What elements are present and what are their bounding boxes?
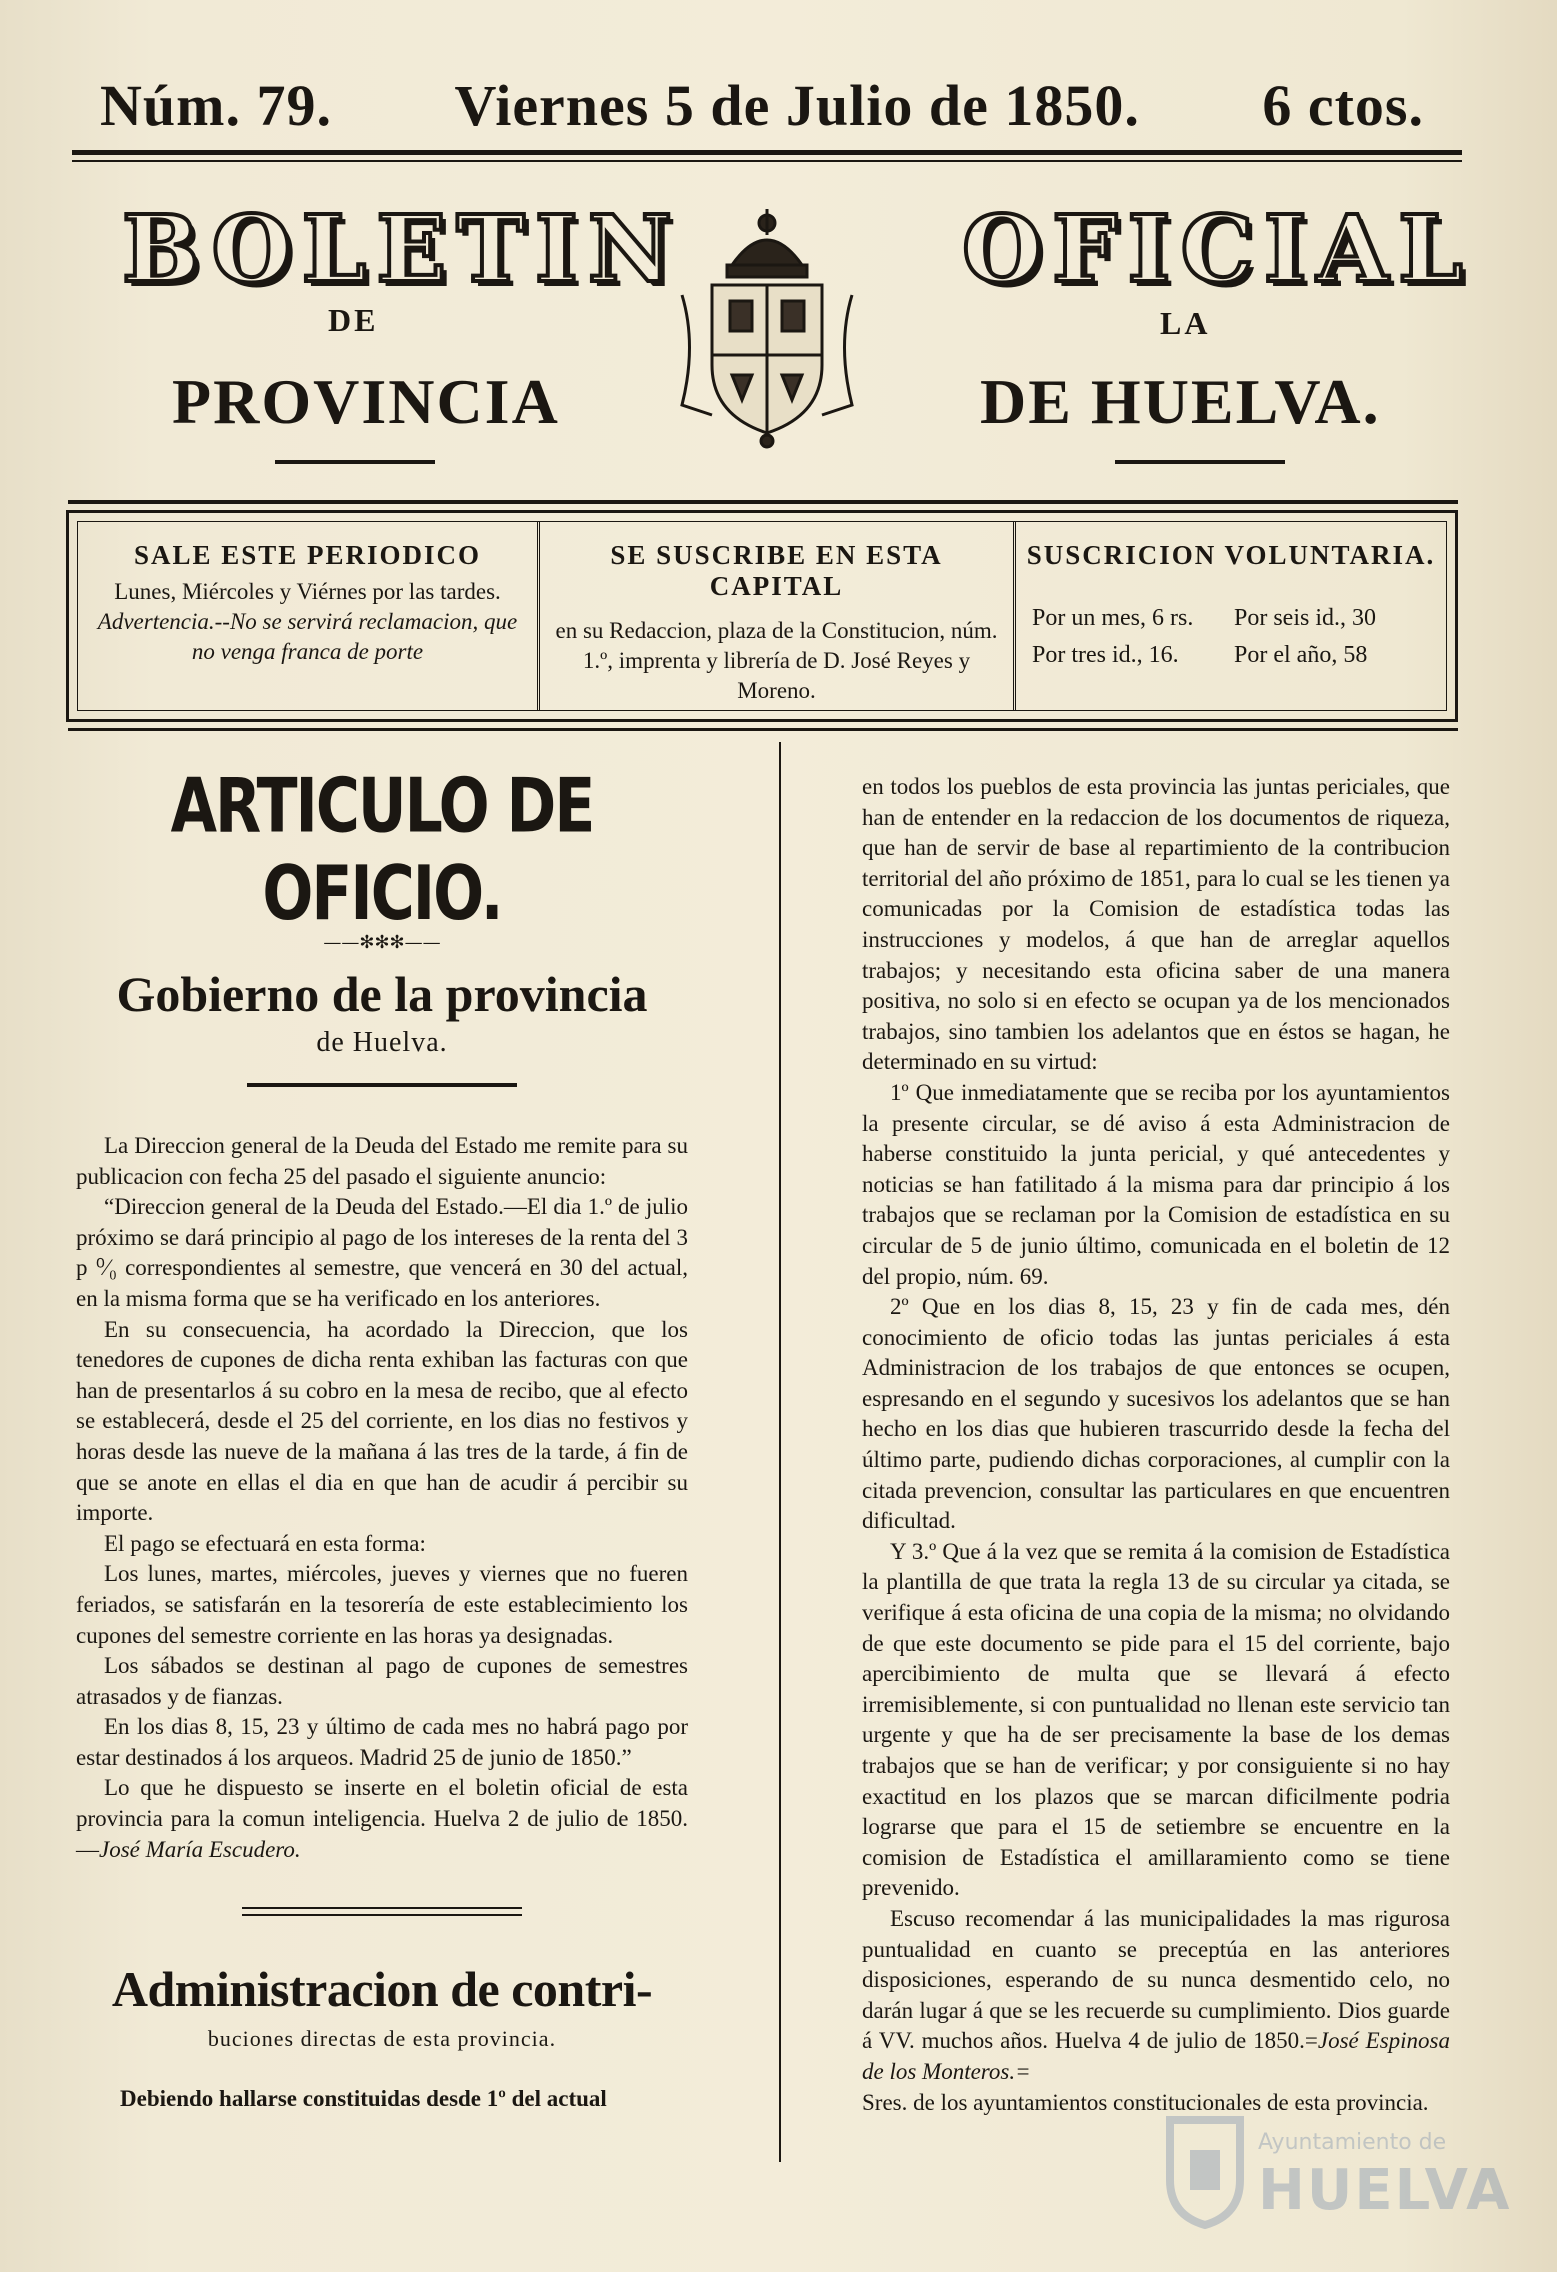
government-subtitle: de Huelva. bbox=[316, 1027, 448, 1058]
issue-date: Viernes 5 de Julio de 1850. bbox=[454, 73, 1140, 138]
masthead-rule-thin bbox=[72, 160, 1462, 162]
paragraph-with-signature bbox=[862, 1904, 1450, 2088]
paragraph: En los dias 8, 15, 23 y último de cada mes no habrá pago por estar destinados á los arqueos. Madrid 25 de junio de 1850.” bbox=[76, 1714, 688, 1770]
info-publication bbox=[78, 522, 540, 710]
issue-price: 6 ctos. bbox=[1262, 73, 1424, 138]
ornament: ——✻✻✻—— bbox=[323, 932, 441, 953]
price-year: Por el año, 58 bbox=[1234, 642, 1368, 668]
publication-head: SALE ESTE PERIODICO bbox=[133, 540, 482, 570]
title-rule-left bbox=[275, 460, 435, 464]
deuda-article bbox=[76, 1131, 688, 1865]
paragraph: “Direccion general de la Deuda del Estado.—El dia 1.º de julio próximo se dará principio al pago de los intereses de la renta del 3 p ⁰⁄₀ correspondientes al semestre, que vencerá en 30 del actual, en la misma forma que se ha verificado en los anteriores. bbox=[76, 1194, 688, 1311]
title-de: DE bbox=[328, 302, 379, 338]
price-month: Por un mes, 6 rs. bbox=[1032, 605, 1194, 631]
coat-of-arms-icon bbox=[672, 205, 862, 455]
paragraph: Y 3.º Que á la vez que se remita á la comision de Estadística la plantilla de que trata la regla 13 de su circular ya citada, se verifique á esta oficina de una copia de la misma; no olvidando de que este documento se pide para el 15 del corriente, bajo apercibimiento de multa que se llevará á efecto irremisiblemente, si con puntualidad no llenan este servicio tan urgente y que ha de ser precisamente la base de los demas trabajos que se han de verificar; y por consiguiente si no hay exactitud en los plazos que se marcan dificilmente podria lograrse que para el 15 de setiembre se encuentre en la comision de Estadística el amillaramiento como se tiene prevenido. bbox=[862, 1538, 1450, 1901]
title-provincia: PROVINCIA bbox=[172, 366, 560, 437]
paragraph: El pago se efectuará en esta forma: bbox=[104, 1530, 426, 1556]
publication-days: Lunes, Miércoles y Viérnes por las tardes. bbox=[114, 579, 501, 604]
signature: José Espinosa de los Monteros.= bbox=[862, 2028, 1450, 2084]
paragraph: en todos los pueblos de esta provincia las juntas periciales, que han de entender en la redaccion de los documentos de riqueza, que han de servir de base al repartimiento de la contribucion territorial del año próximo de 1851, para lo cual se les tienen ya comunicadas por la Comision de estadística todas las instrucciones y modelos, á que han de arreglar aquellos trabajos; y necesitando esta oficina saber de una manera positiva, no solo si en efecto se ocupan ya de los mencionados trabajos, sino tambien los adelantos que en éstos se hagan, he determinado en su virtud: bbox=[862, 774, 1450, 1075]
paragraph: Lo que he dispuesto se inserte en el boletin oficial de esta provincia para la comun inteligencia. Huelva 2 de julio de 1850.— bbox=[76, 1775, 688, 1862]
title-la: LA bbox=[1160, 305, 1211, 341]
administration-title: Administracion de contri- bbox=[111, 1961, 653, 2018]
paragraph: Escuso recomendar á las municipalidades la mas rigurosa puntualidad en cuanto se preceptúa en las anteriores disposiciones, esperando de su nunca desmentido celo, no darán lugar á que se les recuerde su cumplimiento. Dios guarde á VV. muchos años. Huelva 4 de julio de 1850.= bbox=[862, 1905, 1450, 2054]
box-top-rule bbox=[68, 500, 1458, 504]
masthead-rule bbox=[72, 150, 1462, 155]
title-rule-right bbox=[1115, 460, 1285, 464]
section-rule bbox=[247, 1083, 517, 1087]
column-divider bbox=[779, 742, 781, 2162]
paragraph: En su consecuencia, ha acordado la Direccion, que los tenedores de cupones de dicha renta exhiban las facturas con que han de presentarlos á su cobro en la mesa de recibo, que al efecto se establecerá, desde el 25 del corriente, en los dias no festivos y horas desde las nueve de la mañana á las tres de la tarde, á fin de que se anote en ellas el dia en que han de acudir á percibir su importe. bbox=[76, 1316, 688, 1526]
watermark-line2: HUELVA bbox=[1258, 2158, 1512, 2223]
right-column bbox=[862, 772, 1450, 2118]
title-de-huelva: DE HUELVA. bbox=[980, 366, 1381, 437]
paragraph-with-signature bbox=[76, 1773, 688, 1865]
archive-watermark bbox=[1160, 2100, 1512, 2240]
signature: José María Escudero. bbox=[99, 1836, 301, 1862]
article-separator bbox=[242, 1907, 522, 1916]
paragraph: La Direccion general de la Deuda del Estado me remite para su publicacion con fecha 25 del pasado el siguiente anuncio: bbox=[76, 1133, 688, 1189]
left-column bbox=[76, 752, 688, 2112]
publication-advertencia: Advertencia.--No se servirá reclamacion, que no venga franca de porte bbox=[97, 609, 518, 664]
prices-head: SUSCRICION VOLUNTARIA. bbox=[1026, 540, 1436, 570]
subscribe-head: SE SUSCRIBE EN ESTA CAPITAL bbox=[610, 540, 943, 601]
price-three-months: Por tres id., 16. bbox=[1032, 642, 1179, 668]
title-word-boletin: BOLETIN bbox=[122, 195, 683, 303]
info-subscribe bbox=[540, 522, 1016, 710]
info-prices bbox=[1016, 522, 1446, 710]
government-title: Gobierno de la provincia bbox=[116, 966, 648, 1022]
price-six-months: Por seis id., 30 bbox=[1234, 605, 1377, 631]
title-word-oficial: OFICIAL bbox=[962, 195, 1473, 303]
issue-number: Núm. 79. bbox=[100, 73, 332, 138]
paragraph: 1º Que inmediatamente que se reciba por los ayuntamientos la presente circular, se dé aviso á esta Administracion de haberse constituido la junta pericial, y qué antecedentes y noticias se han fatilitado á la misma para dar principio á los trabajos que se reclaman por la Comision de estadística en su circular de 5 de junio último, comunicada en el boletin de 12 del propio, núm. 69. bbox=[862, 1079, 1450, 1289]
section-title: ARTICULO DE OFICIO. bbox=[170, 762, 594, 938]
administration-opening: Debiendo hallarse constituidas desde 1º del actual bbox=[120, 2086, 607, 2112]
box-bottom-rule bbox=[68, 728, 1458, 731]
paragraph: 2º Que en los dias 8, 15, 23 y fin de cada mes, dén conocimiento de oficio todas las juntas periciales á esta Administracion de los trabajos de que entonces se ocupen, espresando en el segundo y sucesivos los adelantos que se han hecho en los dias que hubieren trascurrido desde la fecha del último parte, pudiendo dichas corporaciones, al cumplir con la citada prevencion, consultar las particulares en que encuentren dificultad. bbox=[862, 1294, 1450, 1534]
administration-subtitle: buciones directas de esta provincia. bbox=[207, 2026, 557, 2052]
info-box bbox=[66, 510, 1458, 722]
paragraph: Los sábados se destinan al pago de cupones de semestres atrasados y de fianzas. bbox=[76, 1653, 688, 1709]
masthead-line bbox=[70, 72, 1430, 139]
watermark-logo-icon bbox=[1160, 2100, 1250, 2230]
paragraph: Los lunes, martes, miércoles, jueves y viernes que no fueren feriados, se satisfarán en la tesorería de este establecimiento los cupones del semestre corriente en las horas ya designadas. bbox=[76, 1561, 688, 1648]
closing-line: Sres. de los ayuntamientos constitucionales de esta provincia. bbox=[862, 2089, 1429, 2115]
subscribe-text: en su Redaccion, plaza de la Constitucion, núm. 1.º, imprenta y librería de D. José Reyes y Moreno. bbox=[555, 618, 998, 703]
watermark-line1: Ayuntamiento de bbox=[1258, 2130, 1447, 2155]
